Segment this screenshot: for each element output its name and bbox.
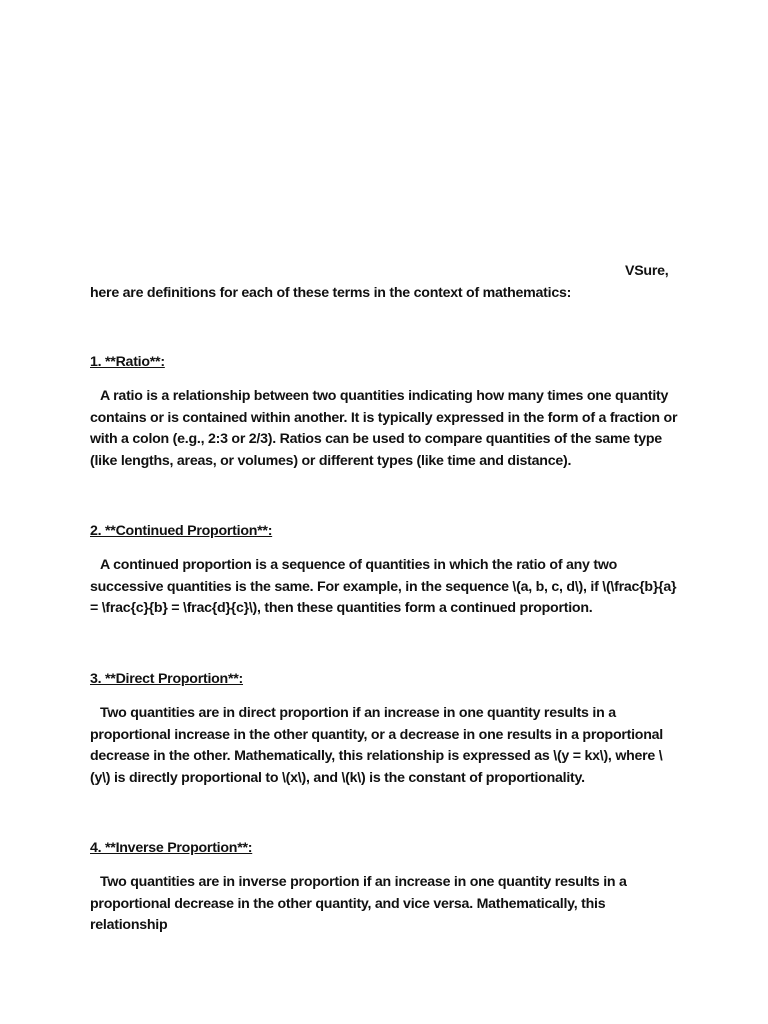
section-body-inverse-proportion: Two quantities are in inverse proportion if an increase in one quantity results in a proportional decrease in the other quantity, and vice versa. Mathematically, this relationship xyxy=(90,874,627,934)
section-heading-direct-proportion: 3. **Direct Proportion**: xyxy=(90,671,243,687)
section-heading-ratio: 1. **Ratio**: xyxy=(90,354,165,370)
section-body-direct-proportion: Two quantities are in direct proportion if an increase in one quantity results in a proportional increase in the other quantity, or a decrease in one results in a proportional decrease in the other. Mathematically, this relationship is expressed as \(y = kx\), where \(y\) is directly proportional to \(x\), and \(k\) is the constant of proportionality. xyxy=(90,705,663,786)
section-heading-continued-proportion: 2. **Continued Proportion**: xyxy=(90,523,273,539)
section-body-ratio: A ratio is a relationship between two quantities indicating how many times one quantity contains or is contained within another. It is typically expressed in the form of a fraction or with a colon (e.g., 2:3 or 2/3). Ratios can be used to compare quantities of the same type (like lengths, areas, or volumes) or different types (like time and distance). xyxy=(90,388,678,469)
intro-text: here are definitions for each of these terms in the context of mathematics: xyxy=(90,285,572,301)
section-body-continued-proportion: A continued proportion is a sequence of quantities in which the ratio of any two successive quantities is the same. For example, in the sequence \(a, b, c, d\), if \(\frac{b}{a} = \frac{c}{b} = \frac{d}{c}\), then these quantities form a continued proportion. xyxy=(90,557,677,617)
intro-lead-text: VSure, xyxy=(625,263,669,279)
section-heading-inverse-proportion: 4. **Inverse Proportion**: xyxy=(90,840,253,856)
